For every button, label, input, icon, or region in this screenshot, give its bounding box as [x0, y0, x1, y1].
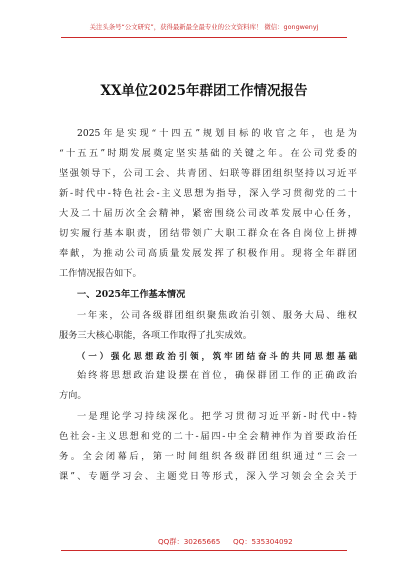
body-line: 务。全会闭幕后，第一时间组织各级群团组织通过“三会一 [59, 451, 357, 462]
body-line: 切实履行基本职责，团结带领广大职工群众在各自岗位上拼搏 [59, 228, 357, 239]
footer-qq-contact: QQ：535304092 [233, 537, 293, 546]
body-line: 方向。 [59, 390, 87, 401]
body-line: 大及二十届历次全会精神，紧密围绕公司改革发展中心任务， [59, 208, 357, 219]
body-line: 课”、专题学习会、主题党日等形式，深入学习领会全会关于 [59, 471, 357, 482]
document-title: XX单位2025年群团工作情况报告 [100, 83, 308, 99]
footer-divider [61, 550, 347, 551]
body-line: “十五五”时期发展奠定坚实基础的关键之年。在公司党委的 [59, 148, 357, 159]
body-line: 坚强领导下，公司工会、共青团、妇联等群团组织坚持以习近平 [59, 168, 357, 179]
footer-qq-group: QQ群：30265665 [158, 537, 221, 546]
body-line: 工作情况报告如下。 [59, 268, 142, 279]
body-line: 奉献，为推动公司高质量发展发挥了积极作用。现将全年群团 [59, 248, 357, 259]
body-line: 一是理论学习持续深化。把学习贯彻习近平新-时代中-特 [77, 411, 357, 422]
body-line: 始终将思想政治建设摆在首位，确保群团工作的正确政治 [77, 370, 357, 381]
body-line: 色社会-主义思想和党的二十-届四-中全会精神作为首要政治任 [59, 431, 357, 442]
body-line: 新-时代中-特色社会-主义思想为指导，深入学习贯彻党的二十 [59, 188, 357, 199]
header-divider [61, 37, 347, 38]
body-line: 服务三大核心职能，各项工作取得了扎实成效。 [59, 330, 252, 341]
body-line: 一年来，公司各级群团组织聚焦政治引领、服务大局、维权 [77, 310, 357, 321]
section-heading: 一、2025年工作基本情况 [77, 289, 186, 300]
subsection-heading: （一）强化思想政治引领，筑牢团结奋斗的共同思想基础 [77, 351, 357, 361]
header-banner: 关注头条号“公文研究”，获得最新最全最专业的公文资料库！ 微信：gongwenyj [89, 23, 319, 31]
body-line: 2025年是实现“十四五”规划目标的收官之年，也是为 [77, 128, 357, 139]
